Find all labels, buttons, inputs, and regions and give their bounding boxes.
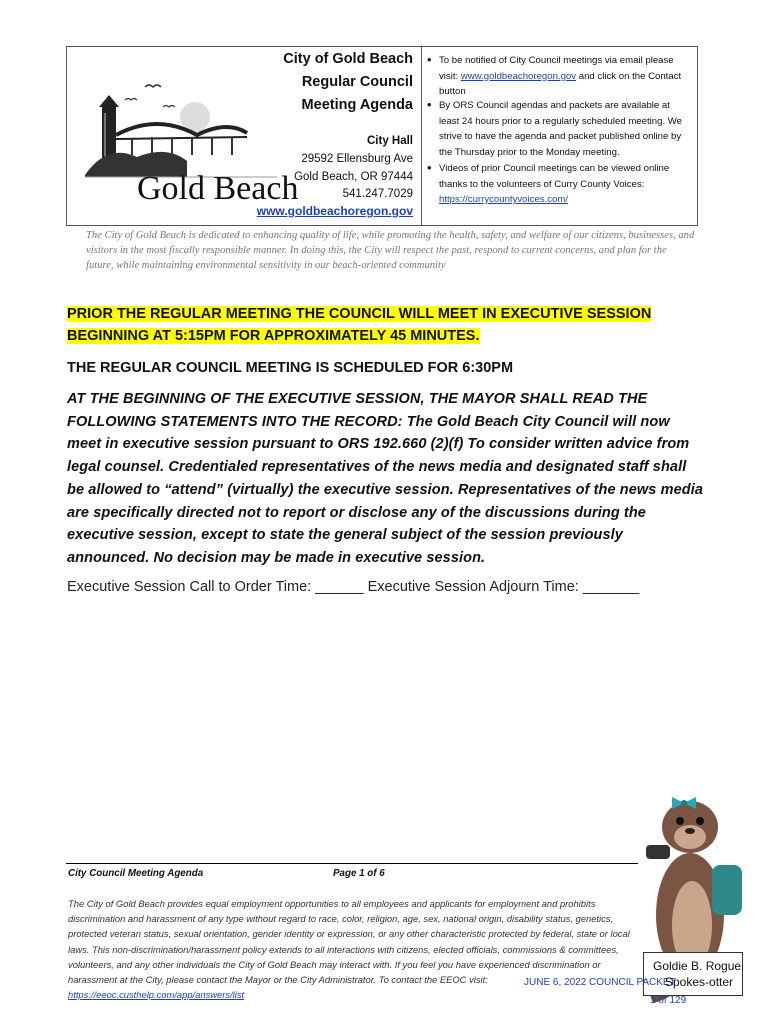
gold-beach-logo xyxy=(77,65,299,207)
website-link[interactable]: www.goldbeachoregon.gov xyxy=(460,70,577,82)
packet-availability-bullet: • By ORS Council agendas and packets are available at least 24 hours prior to a regularly scheduled meeting. We strive to have the agenda and packet published online by the Thursday prior to the Monday meeting. xyxy=(439,98,691,160)
executive-notice-line-2: BEGINNING AT 5:15PM FOR APPROXIMATELY 45 MINUTES. xyxy=(67,328,480,344)
eeoc-link[interactable]: https://eeoc.custhelp.com/app/answers/list xyxy=(68,989,245,1001)
mission-statement: The City of Gold Beach is dedicated to enhancing quality of life, while promoting the health, safety, and welfare of our citizens, businesses, and visitors in the most fiscally responsible manner. In doing this, the City will respect the past, respond to current concerns, and plan for the future, while maintaining environmental sensitivity in our beach-oriented community xyxy=(86,230,695,271)
notification-bullet: • To be notified of City Council meetings via email please visit: www.goldbeachoregon.gov and click on the Contact button xyxy=(439,53,691,100)
executive-session-notice xyxy=(67,303,651,347)
footer-rule xyxy=(66,863,638,864)
agenda-title-line-1: City of Gold Beach xyxy=(283,51,413,67)
packet-page-stamp: 1 of 129 xyxy=(650,995,687,1006)
address-line-1: 29592 Ellensburg Ave xyxy=(301,153,413,165)
agenda-title-line-2: Regular Council xyxy=(301,74,413,90)
packet-stamp: JUNE 6, 2022 COUNCIL PACKET xyxy=(524,977,676,988)
agenda-title-line-3: Meeting Agenda xyxy=(301,97,413,113)
videos-bullet: • Videos of prior Council meetings can be viewed online thanks to the volunteers of Curry County Voices: https://currycountyvoices.com/ xyxy=(439,161,691,208)
session-times-line: Executive Session Call to Order Time: ______ Executive Session Adjourn Time: _______ xyxy=(67,579,640,595)
agenda-header-box xyxy=(66,46,698,226)
mascot-name: Goldie B. Rogue xyxy=(653,959,742,973)
phone-number: 541.247.7029 xyxy=(342,188,413,200)
regular-meeting-time: THE REGULAR COUNCIL MEETING IS SCHEDULED FOR 6:30PM xyxy=(67,360,514,376)
curry-county-voices-link[interactable]: https://currycountyvoices.com/ xyxy=(439,194,569,205)
executive-notice-line-1: PRIOR THE REGULAR MEETING THE COUNCIL WILL MEET IN EXECUTIVE SESSION xyxy=(67,306,652,322)
footer-doc-title: City Council Meeting Agenda xyxy=(68,868,204,879)
footer-page-number: Page 1 of 6 xyxy=(333,868,385,879)
mascot-title: Spokes-otter xyxy=(665,975,734,989)
city-website-link[interactable]: www.goldbeachoregon.gov xyxy=(256,204,413,218)
executive-session-statement: AT THE BEGINNING OF THE EXECUTIVE SESSION, THE MAYOR SHALL READ THE FOLLOWING STATEMENTS INTO THE RECORD: The Gold Beach City Council will now meet in executive session pursuant to ORS 192.660 (2)(f) To consider written advice from legal counsel. Credentialed representatives of the news media and designated staff shall be allowed to “attend” (virtually) the executive session. Representatives of the news media are specifically directed not to report or disclose any of the discussions during the executive session, except to state the general subject of the session previously announced. No decision may be made in executive session. xyxy=(67,391,704,566)
city-hall-label: City Hall xyxy=(366,135,413,147)
header-divider xyxy=(421,47,422,225)
eeo-statement: The City of Gold Beach provides equal employment opportunities to all employees and applicants for employment and prohibits discrimination and harassment of any type without regard to race, color, religion, age, sex, national origin, disability status, genetics, protected veteran status, sexual orientation, gender identity or expression, or any other characteristic protected by federal, state or local laws. This non-discrimination/harassment policy extends to all interactions with citizens, elected officials, commissions & committees, volunteers, and any other individuals the City of Gold Beach may interact with. If you feel you have experienced discrimination or harassment at the City, please contact the Mayor or the City Administrator. To contact the EEOC visit: https://eeoc.custhelp.com/app/answers/list xyxy=(68,898,630,1001)
logo-wordmark: Gold Beach xyxy=(137,170,299,207)
address-line-2: Gold Beach, OR 97444 xyxy=(294,171,413,183)
